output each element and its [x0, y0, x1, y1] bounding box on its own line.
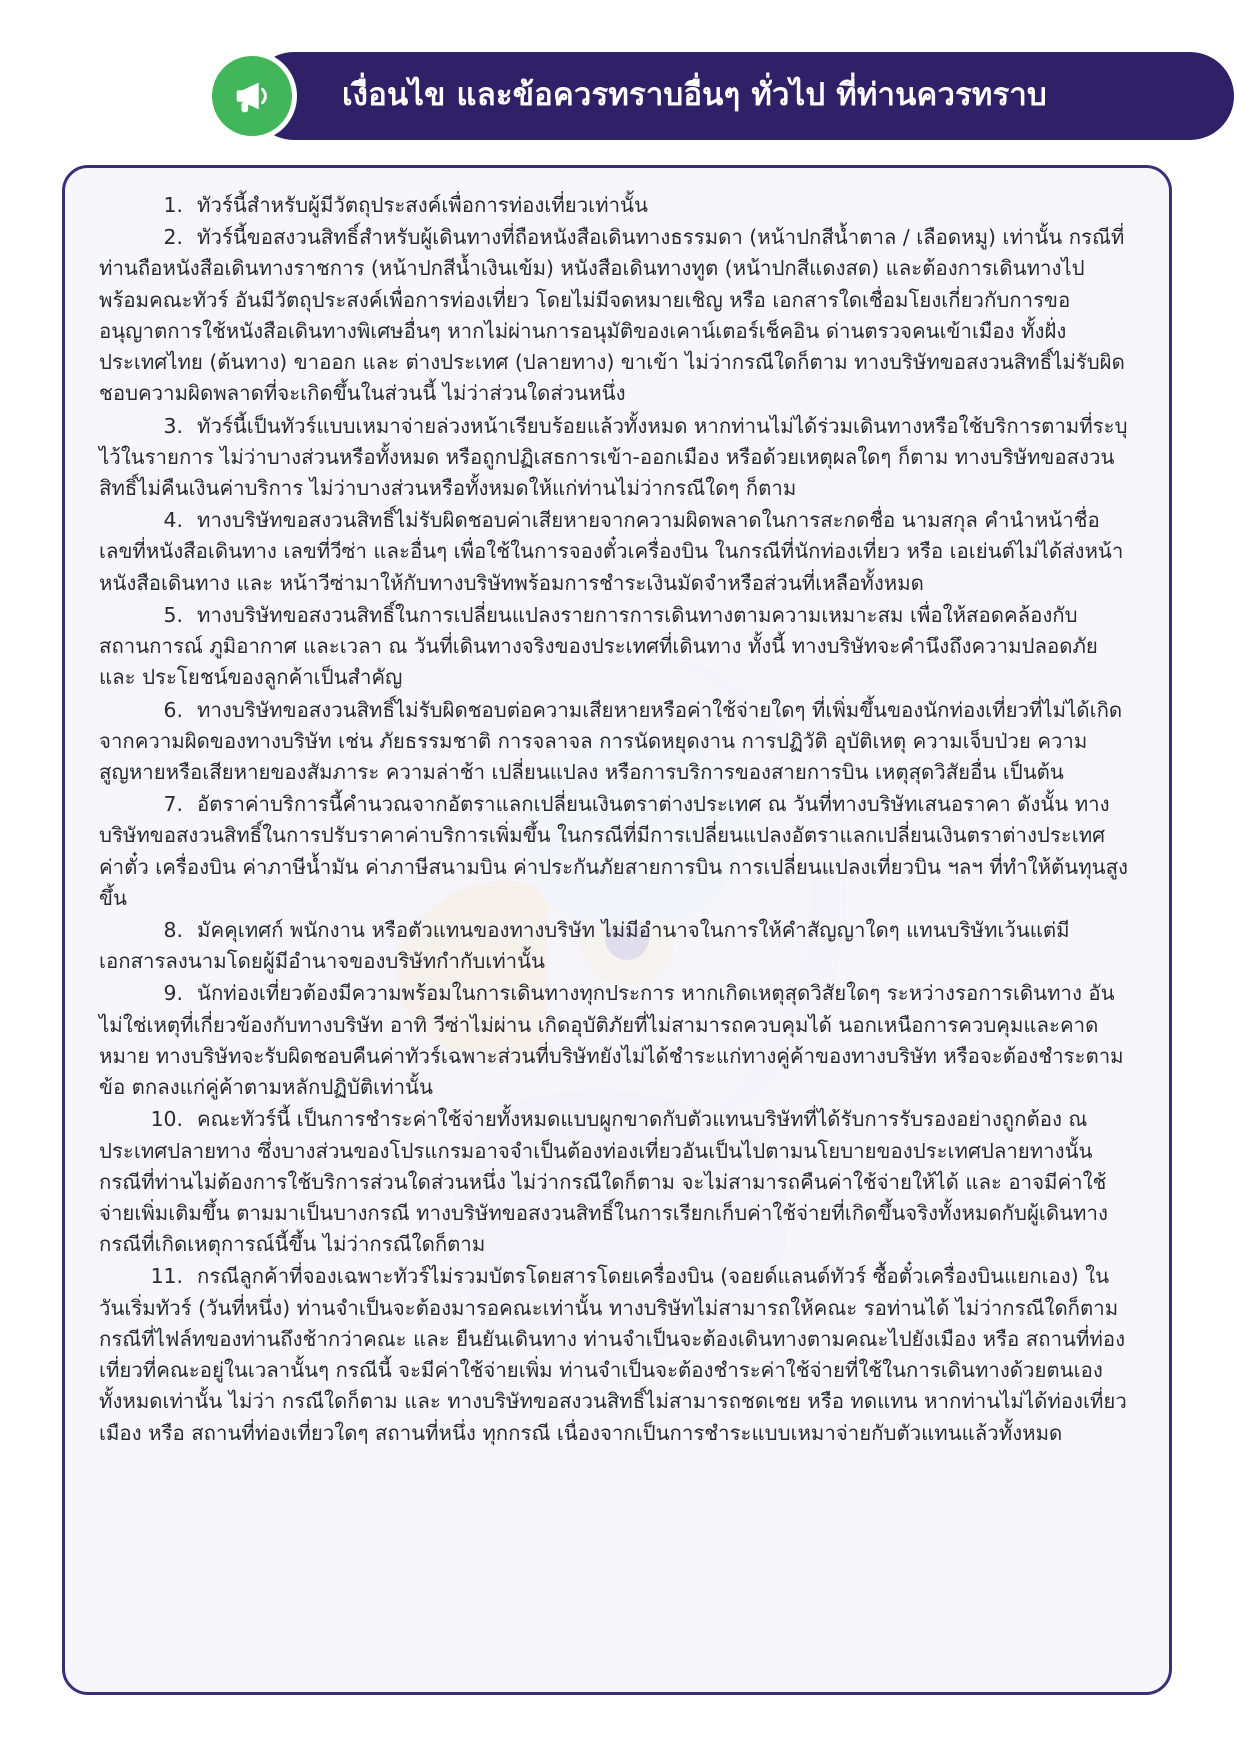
terms-content	[65, 168, 1169, 1692]
megaphone-icon	[212, 56, 292, 136]
list-item: ทางบริษัทขอสงวนสิทธิ์ไม่รับผิดชอบค่าเสียหายจากความผิดพลาดในการสะกดชื่อ นามสกุล คำนำหน้าชื่อ เลขที่หนังสือเดินทาง เลขที่วีซ่า และอื่นๆ เพื่อใช้ในการจองตั๋วเครื่องบิน ในกรณีที่นักท่องเที่ยว หรือ เอเย่นต์ไม่ได้ส่งหน้าหนังสือเดินทาง และ หน้าวีซ่ามาให้กับทางบริษัทพร้อมการชำระเงินมัดจำหรือส่วนที่เหลือทั้งหมด	[99, 508, 1124, 595]
page-title: เงื่อนไข และข้อควรทราบอื่นๆ ทั่วไป ที่ท่านควรทราบ	[342, 77, 1047, 114]
list-item: มัคคุเทศก์ พนักงาน หรือตัวแทนของทางบริษัท ไม่มีอำนาจในการให้คำสัญญาใดๆ แทนบริษัทเว้นแต่มีเอกสารลงนามโดยผู้มีอำนาจของบริษัทกำกับเท่านั้น	[99, 918, 1070, 974]
terms-list	[99, 190, 1131, 1449]
list-item: กรณีลูกค้าที่จองเฉพาะทัวร์ไม่รวมบัตรโดยสารโดยเครื่องบิน (จอยด์แลนด์ทัวร์ ซื้อตั๋วเครื่องบินแยกเอง) ในวันเริ่มทัวร์ (วันที่หนึ่ง) ท่านจำเป็นจะต้องมารอคณะเท่านั้น ทางบริษัทไม่สามารถให้คณะ รอท่านได้ ไม่ว่ากรณีใดก็ตาม กรณีที่ไฟล์ทของท่านถึงช้ากว่าคณะ และ ยืนยันเดินทาง ท่านจำเป็นจะต้องเดินทางตามคณะไปยังเมือง หรือ สถานที่ท่องเที่ยวที่คณะอยู่ในเวลานั้นๆ กรณีนี้ จะมีค่าใช้จ่ายเพิ่ม ท่านจำเป็นจะต้องชำระค่าใช้จ่ายที่ใช้ในการเดินทางด้วยตนเองทั้งหมดเท่านั้น ไม่ว่า กรณีใดก็ตาม และ ทางบริษัทขอสงวนสิทธิ์ไม่สามารถชดเชย หรือ ทดแทน หากท่านไม่ได้ท่องเที่ยวเมือง หรือ สถานที่ท่องเที่ยวใดๆ สถานที่หนึ่ง ทุกกรณี เนื่องจากเป็นการชำระแบบเหมาจ่ายกับตัวแทนแล้วทั้งหมด	[99, 1264, 1127, 1445]
list-item: ทางบริษัทขอสงวนสิทธิ์ในการเปลี่ยนแปลงรายการการเดินทางตามความเหมาะสม เพื่อให้สอดคล้องกับ สถานการณ์ ภูมิอากาศ และเวลา ณ วันที่เดินทางจริงของประเทศที่เดินทาง ทั้งนี้ ทางบริษัทจะคำนึงถึงความปลอดภัย และ ประโยชน์ของลูกค้าเป็นสำคัญ	[99, 602, 1098, 690]
list-item: คณะทัวร์นี้ เป็นการชำระค่าใช้จ่ายทั้งหมดแบบผูกขาดกับตัวแทนบริษัทที่ได้รับการรับรองอย่างถูกต้อง ณ ประเทศปลายทาง ซึ่งบางส่วนของโปรแกรมอาจจำเป็นต้องท่องเที่ยวอันเป็นไปตามนโยบายของประเทศปลายทางนั้น กรณีที่ท่านไม่ต้องการใช้บริการส่วนใดส่วนหนึ่ง ไม่ว่ากรณีใดก็ตาม จะไม่สามารถคืนค่าใช้จ่ายให้ได้ และ อาจมีค่าใช้จ่ายเพิ่มเติมขึ้น ตามมาเป็นบางกรณี ทางบริษัทขอสงวนสิทธิ์ในการเรียกเก็บค่าใช้จ่ายที่เกิดขึ้นจริงทั้งหมดกับผู้เดินทาง กรณีที่เกิดเหตุการณ์นี้ขึ้น ไม่ว่ากรณีใดก็ตาม	[99, 1107, 1108, 1257]
list-item: ทัวร์นี้เป็นทัวร์แบบเหมาจ่ายล่วงหน้าเรียบร้อยแล้วทั้งหมด หากท่านไม่ได้ร่วมเดินทางหรือใช้บริการตามที่ระบุไว้ในรายการ ไม่ว่าบางส่วนหรือทั้งหมด หรือถูกปฏิเสธการเข้า-ออกเมือง หรือด้วยเหตุผลใดๆ ก็ตาม ทางบริษัทขอสงวนสิทธิ์ไม่คืนเงินค่าบริการ ไม่ว่าบางส่วนหรือทั้งหมดให้แก่ท่านไม่ว่ากรณีใดๆ ก็ตาม	[99, 413, 1128, 500]
terms-card	[62, 165, 1172, 1695]
list-item: นักท่องเที่ยวต้องมีความพร้อมในการเดินทางทุกประการ หากเกิดเหตุสุดวิสัยใดๆ ระหว่างรอการเดินทาง อันไม่ใช่เหตุที่เกี่ยวข้องกับทางบริษัท อาทิ วีซ่าไม่ผ่าน เกิดอุบัติภัยที่ไม่สามารถควบคุมได้ นอกเหนือการควบคุมและคาดหมาย ทางบริษัทจะรับผิดชอบคืนค่าทัวร์เฉพาะส่วนที่บริษัทยังไม่ได้ชำระแก่ทางคู่ค้าของทางบริษัท หรือจะต้องชำระตามข้อ ตกลงแก่คู่ค้าตามหลักปฏิบัติเท่านั้น	[99, 981, 1124, 1100]
list-item: อัตราค่าบริการนี้คำนวณจากอัตราแลกเปลี่ยนเงินตราต่างประเทศ ณ วันที่ทางบริษัทเสนอราคา ดังนั้น ทางบริษัทขอสงวนสิทธิ์ในการปรับราคาค่าบริการเพิ่มขึ้น ในกรณีที่มีการเปลี่ยนแปลงอัตราแลกเปลี่ยนเงินตราต่างประเทศ ค่าตั๋ว เครื่องบิน ค่าภาษีน้ำมัน ค่าภาษีสนามบิน ค่าประกันภัยสายการบิน การเปลี่ยนแปลงเที่ยวบิน ฯลฯ ที่ทำให้ต้นทุนสูงขึ้น	[99, 792, 1129, 910]
list-item: ทัวร์นี้ขอสงวนสิทธิ์สำหรับผู้เดินทางที่ถือหนังสือเดินทางธรรมดา (หน้าปกสีน้ำตาล / เลือดหมู) เท่านั้น กรณีที่ท่านถือหนังสือเดินทางราชการ (หน้าปกสีน้ำเงินเข้ม) หนังสือเดินทางทูต (หน้าปกสีแดงสด) และต้องการเดินทางไปพร้อมคณะทัวร์ อันมีวัตถุประสงค์เพื่อการท่องเที่ยว โดยไม่มีจดหมายเชิญ หรือ เอกสารใดเชื่อมโยงเกี่ยวกับการขออนุญาตการใช้หนังสือเดินทางพิเศษอื่นๆ หากไม่ผ่านการอนุมัติของเคาน์เตอร์เช็คอิน ด่านตรวจคนเข้าเมือง ทั้งฝั่งประเทศไทย (ต้นทาง) ขาออก และ ต่างประเทศ (ปลายทาง) ขาเข้า ไม่ว่ากรณีใดก็ตาม ทางบริษัทขอสงวนสิทธิ์ไม่รับผิดชอบความผิดพลาดที่จะเกิดขึ้นในส่วนนี้ ไม่ว่าส่วนใดส่วนหนึ่ง	[99, 225, 1125, 406]
header-banner	[212, 52, 1234, 140]
list-item: ทางบริษัทขอสงวนสิทธิ์ไม่รับผิดชอบต่อความเสียหายหรือค่าใช้จ่ายใดๆ ที่เพิ่มขึ้นของนักท่องเที่ยวที่ไม่ได้เกิดจากความผิดของทางบริษัท เช่น ภัยธรรมชาติ การจลาจล การนัดหยุดงาน การปฏิวัติ อุบัติเหตุ ความเจ็บป่วย ความสูญหายหรือเสียหายของสัมภาระ ความล่าช้า เปลี่ยนแปลง หรือการบริการของสายการบิน เหตุสุดวิสัยอื่น เป็นต้น	[99, 697, 1123, 784]
header-bar	[250, 52, 1234, 140]
list-item: ทัวร์นี้สำหรับผู้มีวัตถุประสงค์เพื่อการท่องเที่ยวเท่านั้น	[197, 193, 648, 217]
